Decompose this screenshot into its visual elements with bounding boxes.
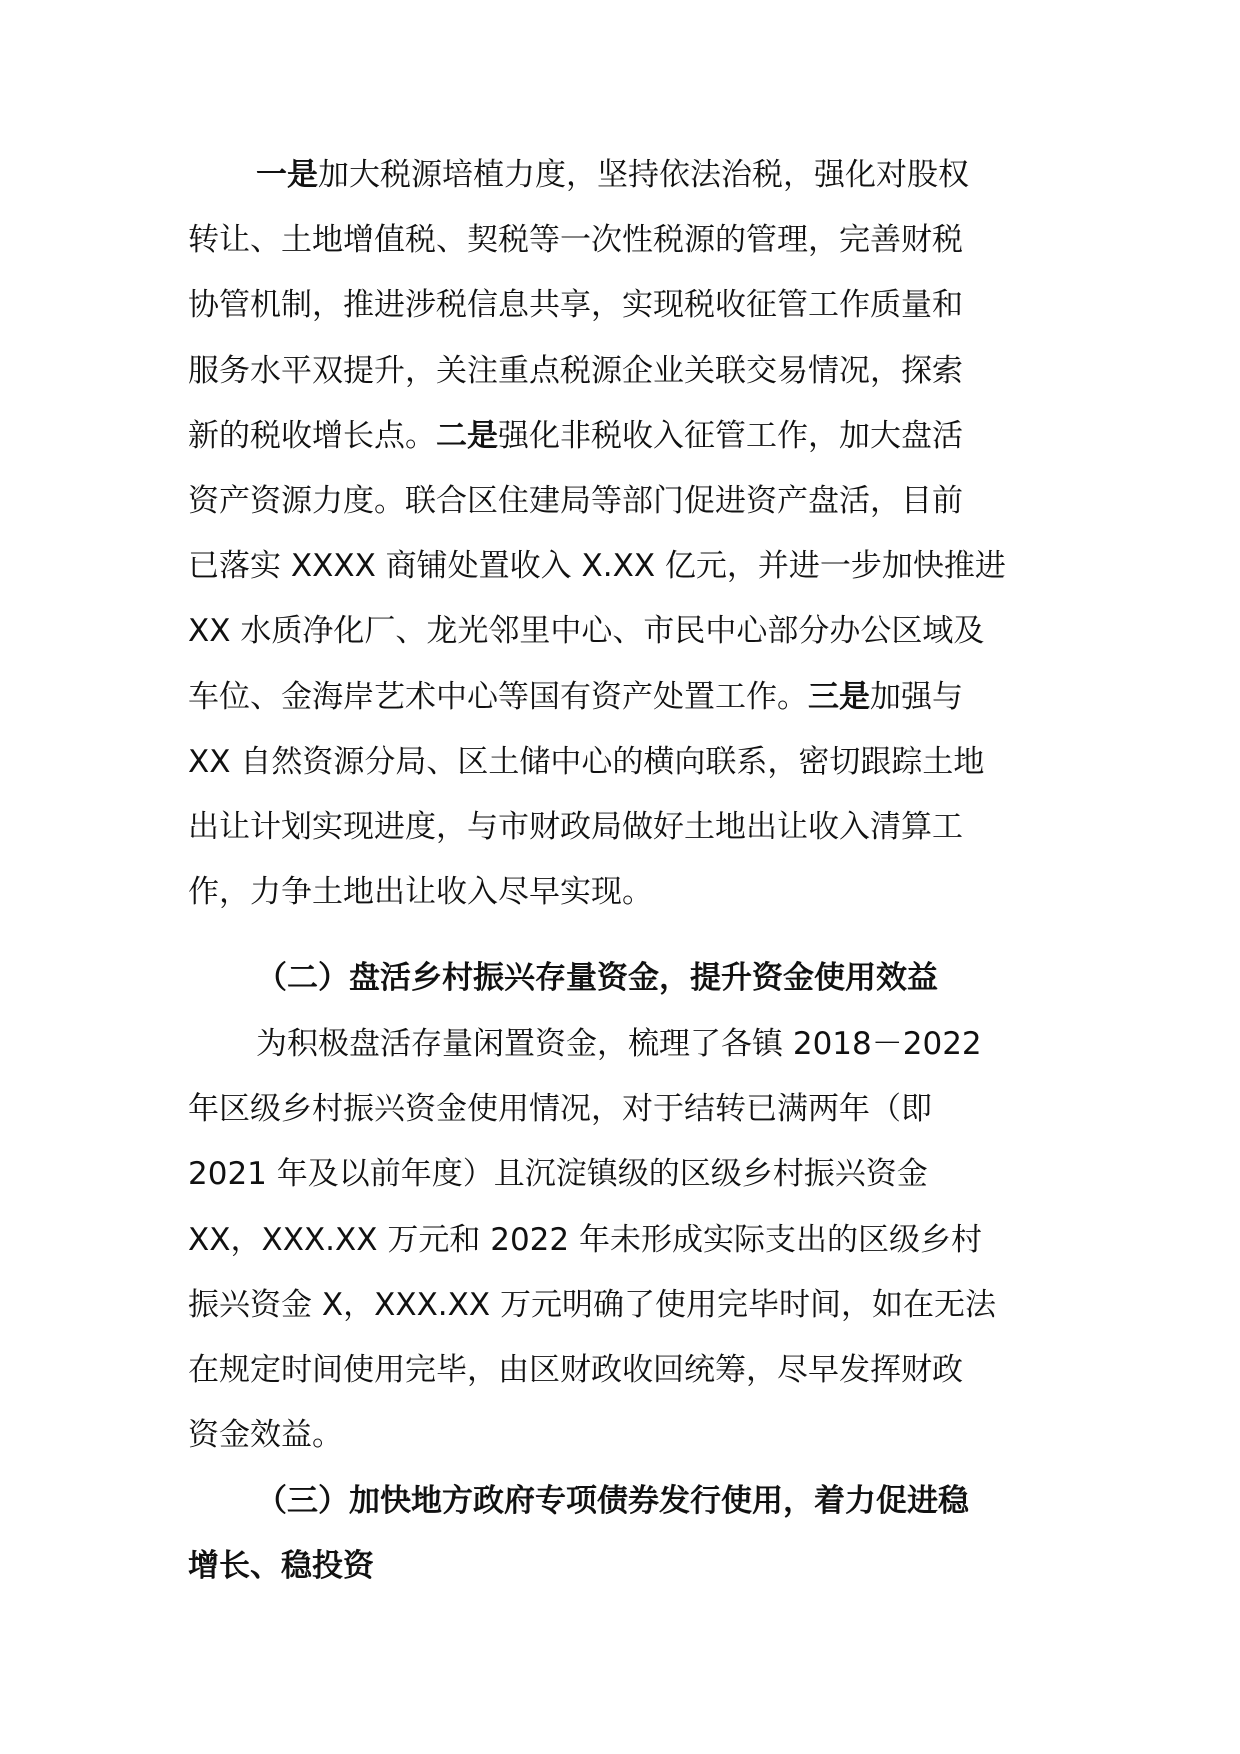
emphasis-label: 一是 — [256, 157, 318, 193]
text-line: 资金效益。 — [188, 1417, 343, 1454]
text-line: 协管机制，推进涉税信息共享，实现税收征管工作质量和 — [188, 287, 963, 324]
emphasis-label: 三是 — [808, 678, 870, 715]
text-span: 加大税源培植力度，坚持依法治税，强化对股权 — [318, 157, 969, 193]
text-line: 在规定时间使用完毕，由区财政收回统筹，尽早发挥财政 — [188, 1351, 963, 1388]
text-line: 转让、土地增值税、契税等一次性税源的管理，完善财税 — [188, 222, 963, 259]
text-span: 强化非税收入征管工作，加大盘活 — [498, 417, 963, 454]
text-span: 车位、金海岸艺术中心等国有资产处置工作。 — [188, 678, 808, 715]
text-line — [188, 143, 1068, 208]
paragraph-revenue-measures — [188, 143, 1068, 925]
paragraph-rural-funds — [188, 1012, 1068, 1468]
text-span: 加强与 — [870, 678, 963, 715]
text-line — [188, 665, 1068, 730]
text-line: XX，XXX.XX 万元和 2022 年未形成实际支出的区级乡村 — [188, 1221, 982, 1258]
text-line: 振兴资金 X，XXX.XX 万元明确了使用完毕时间，如在无法 — [188, 1286, 996, 1323]
text-line: 为积极盘活存量闲置资金，梳理了各镇 2018－2022 — [256, 1026, 982, 1062]
emphasis-label: 二是 — [436, 417, 498, 454]
text-span: 新的税收增长点。 — [188, 417, 436, 454]
text-line: 出让计划实现进度，与市财政局做好土地出让收入清算工 — [188, 808, 963, 845]
section-heading-3 — [188, 1469, 1068, 1599]
heading-line: 增长、稳投资 — [188, 1548, 374, 1585]
text-line: 已落实 XXXX 商铺处置收入 X.XX 亿元，并进一步加快推进 — [188, 548, 1006, 585]
text-line — [188, 404, 1068, 469]
section-heading-2 — [188, 946, 1068, 1011]
text-line: 作，力争土地出让收入尽早实现。 — [188, 874, 653, 911]
heading-line: （二）盘活乡村振兴存量资金，提升资金使用效益 — [256, 960, 938, 996]
text-line: 2021 年及以前年度）且沉淀镇级的区级乡村振兴资金 — [188, 1156, 928, 1193]
heading-line: （三）加快地方政府专项债券发行使用，着力促进稳 — [256, 1483, 969, 1519]
text-line: 年区级乡村振兴资金使用情况，对于结转已满两年（即 — [188, 1091, 932, 1128]
text-line: 资产资源力度。联合区住建局等部门促进资产盘活，目前 — [188, 482, 963, 519]
text-line: XX 水质净化厂、龙光邻里中心、市民中心部分办公区域及 — [188, 613, 985, 650]
text-line: 服务水平双提升，关注重点税源企业关联交易情况，探索 — [188, 352, 963, 389]
text-line: XX 自然资源分局、区土储中心的横向联系，密切跟踪土地 — [188, 743, 985, 780]
